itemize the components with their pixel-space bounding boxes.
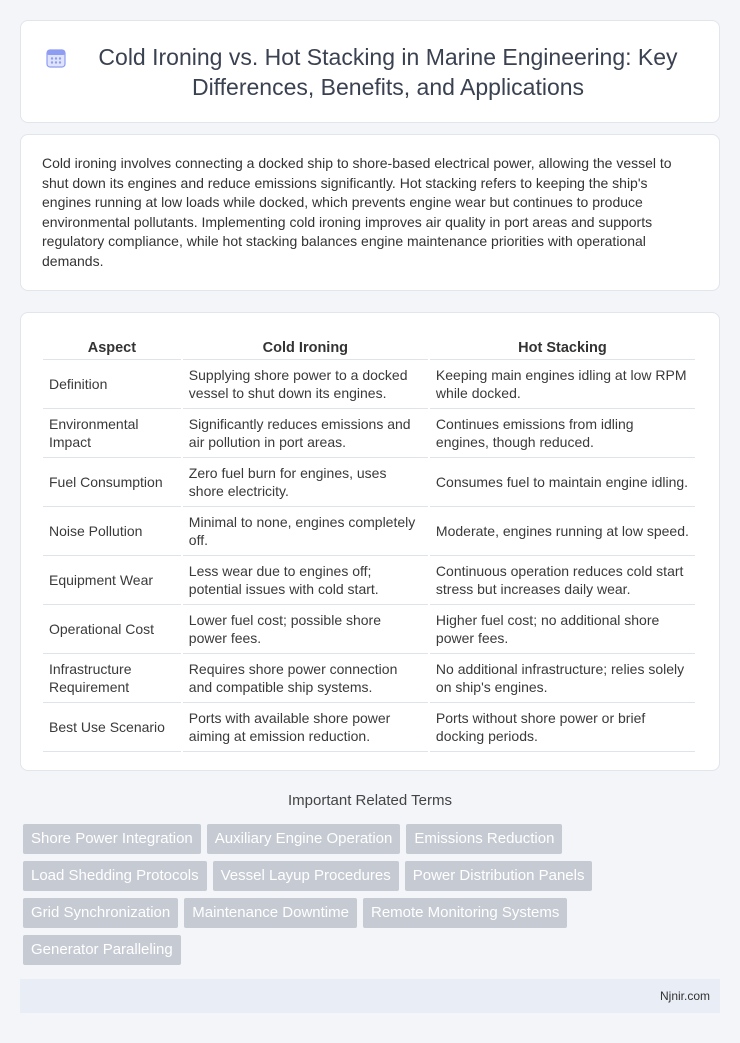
cold-ironing-cell: Less wear due to engines off; potential issues with cold start. — [183, 556, 428, 605]
header-cold-ironing: Cold Ironing — [183, 333, 428, 360]
table-row — [43, 605, 695, 654]
table-row — [43, 654, 695, 703]
intro-paragraph: Cold ironing involves connecting a docked ship to shore-based electrical power, allowing the vessel to shut down its engines and reduce emissions significantly. Hot stacking refers to keeping the ship's engines running at low loads while docked, which prevents engine wear but continues to produce environmental pollutants. Implementing cold ironing improves air quality in port areas and supports regulatory compliance, while hot stacking balances engine maintenance priorities with operational demands. — [42, 155, 672, 269]
table-row — [43, 507, 695, 556]
hot-stacking-cell: Keeping main engines idling at low RPM while docked. — [430, 360, 695, 409]
cold-ironing-cell: Lower fuel cost; possible shore power fees. — [183, 605, 428, 654]
term-tag[interactable]: Generator Paralleling — [23, 935, 181, 965]
title-card — [20, 20, 720, 123]
aspect-cell: Fuel Consumption — [43, 458, 181, 507]
term-tag[interactable]: Power Distribution Panels — [405, 861, 593, 891]
aspect-cell: Noise Pollution — [43, 507, 181, 556]
related-terms-heading: Important Related Terms — [288, 792, 452, 809]
term-tag[interactable]: Grid Synchronization — [23, 898, 178, 928]
header-hot-stacking: Hot Stacking — [430, 333, 695, 360]
comparison-table-card — [20, 312, 720, 771]
cold-ironing-cell: Minimal to none, engines completely off. — [183, 507, 428, 556]
cold-ironing-cell: Requires shore power connection and compatible ship systems. — [183, 654, 428, 703]
hot-stacking-cell: No additional infrastructure; relies solely on ship's engines. — [430, 654, 695, 703]
header-aspect: Aspect — [43, 333, 181, 360]
table-row — [43, 556, 695, 605]
footer — [20, 979, 720, 1013]
term-tag[interactable]: Maintenance Downtime — [184, 898, 357, 928]
aspect-cell: Environmental Impact — [43, 409, 181, 458]
table-header-row — [43, 333, 695, 360]
table-row — [43, 409, 695, 458]
cold-ironing-cell: Ports with available shore power aiming at emission reduction. — [183, 703, 428, 752]
aspect-cell: Best Use Scenario — [43, 703, 181, 752]
footer-site-link[interactable]: Njnir.com — [659, 989, 710, 1003]
related-terms-list — [23, 824, 683, 965]
table-row — [43, 360, 695, 409]
cold-ironing-cell: Zero fuel burn for engines, uses shore electricity. — [183, 458, 428, 507]
page-title: Cold Ironing vs. Hot Stacking in Marine Engineering: Key Differences, Benefits, and Applications — [98, 43, 678, 100]
hot-stacking-cell: Ports without shore power or brief docking periods. — [430, 703, 695, 752]
comparison-table — [41, 333, 697, 752]
hot-stacking-cell: Higher fuel cost; no additional shore power fees. — [430, 605, 695, 654]
intro-card — [20, 134, 720, 291]
cold-ironing-cell: Supplying shore power to a docked vessel to shut down its engines. — [183, 360, 428, 409]
term-tag[interactable]: Shore Power Integration — [23, 824, 201, 854]
hot-stacking-cell: Continues emissions from idling engines, though reduced. — [430, 409, 695, 458]
table-row — [43, 458, 695, 507]
term-tag[interactable]: Auxiliary Engine Operation — [207, 824, 401, 854]
aspect-cell: Equipment Wear — [43, 556, 181, 605]
aspect-cell: Operational Cost — [43, 605, 181, 654]
hot-stacking-cell: Consumes fuel to maintain engine idling. — [430, 458, 695, 507]
aspect-cell: Infrastructure Requirement — [43, 654, 181, 703]
term-tag[interactable]: Emissions Reduction — [406, 824, 562, 854]
calendar-icon — [45, 47, 67, 69]
term-tag[interactable]: Remote Monitoring Systems — [363, 898, 567, 928]
term-tag[interactable]: Load Shedding Protocols — [23, 861, 207, 891]
term-tag[interactable]: Vessel Layup Procedures — [213, 861, 399, 891]
hot-stacking-cell: Continuous operation reduces cold start stress but increases daily wear. — [430, 556, 695, 605]
aspect-cell: Definition — [43, 360, 181, 409]
hot-stacking-cell: Moderate, engines running at low speed. — [430, 507, 695, 556]
cold-ironing-cell: Significantly reduces emissions and air pollution in port areas. — [183, 409, 428, 458]
table-row — [43, 703, 695, 752]
